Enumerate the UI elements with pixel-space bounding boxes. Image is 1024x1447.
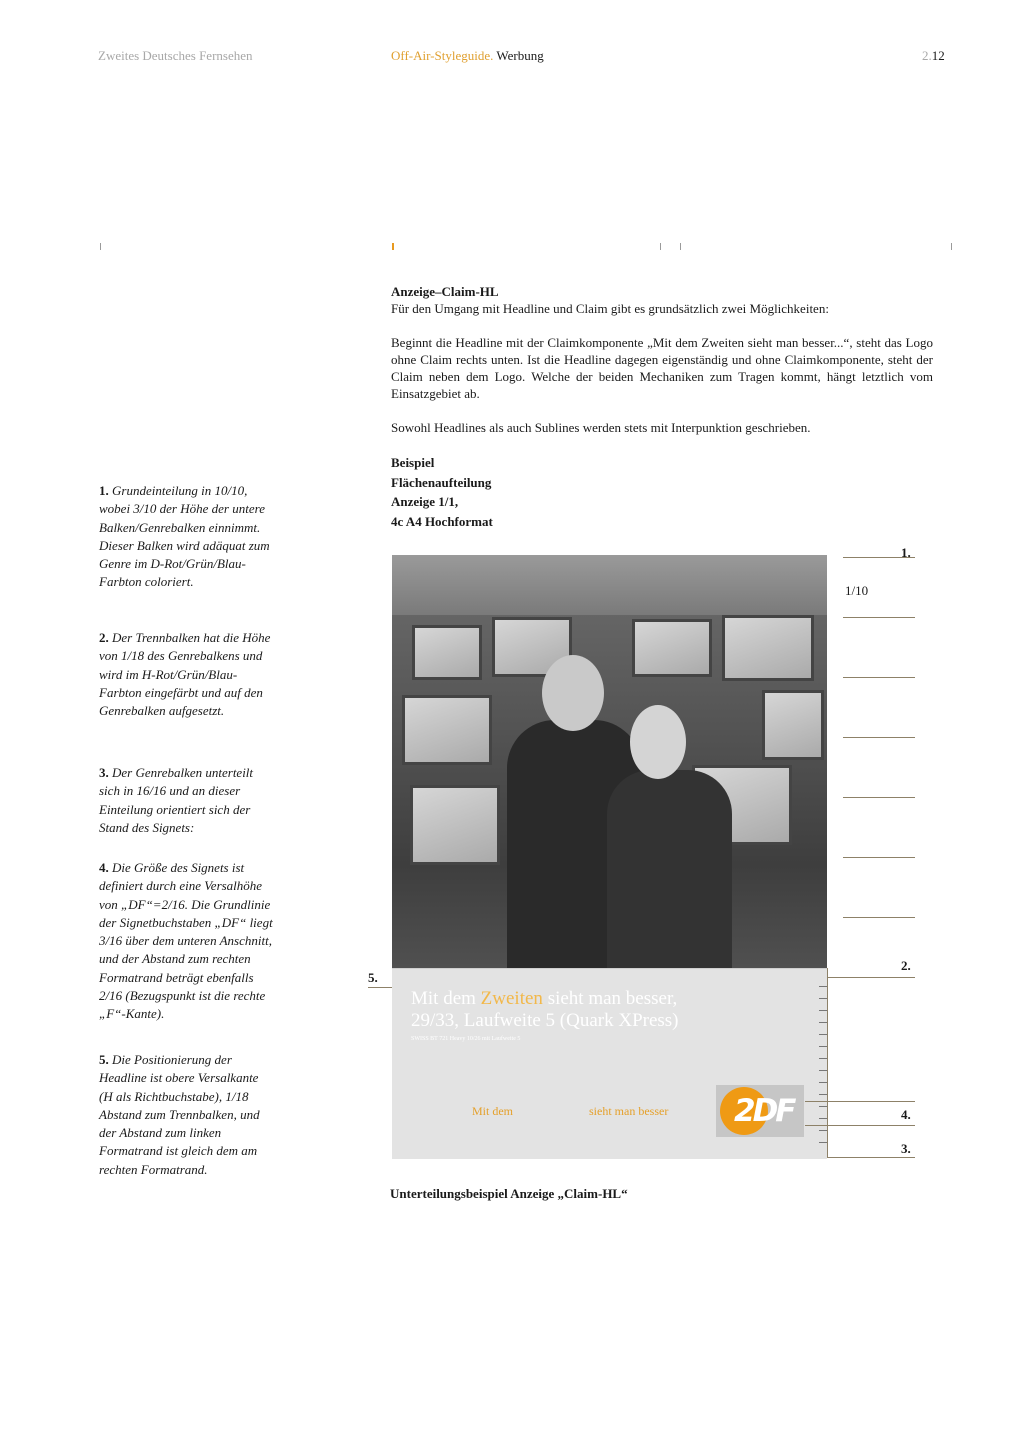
zdf-logo (716, 1085, 804, 1137)
example-heading (391, 453, 933, 531)
page-number (922, 48, 945, 64)
photo-person-woman (607, 770, 732, 968)
photo-screen (762, 690, 824, 760)
ad-headline-part: sieht man besser, (547, 988, 678, 1009)
example-line: Anzeige 1/1, (391, 494, 459, 509)
section-title: Anzeige–Claim-HL (391, 284, 499, 299)
note-4 (99, 859, 274, 1024)
note-text: Die Positionierung der Headline ist obere Versalkante (H als Richtbuchstabe), 1/18 Abstand zum Trennbalken, und der Abstand zum linken Formatrand ist gleich dem am rechten Formatrand. (99, 1052, 260, 1177)
ruler-tick (819, 998, 827, 999)
note-text: Die Größe des Signets ist definiert durch eine Versalhöhe von „DF“=2/16. Die Grundlinie der Signetbuchstaben „DF“ liegt 3/16 über dem unteren Anschnitt, und der Abstand zum rechten Formatrand beträgt ebenfalls 2/16 (Bezugspunkt ist die rechte „F“-Kante). (99, 860, 273, 1022)
ruler-tick (819, 1130, 827, 1131)
claim-part-a: Mit dem (472, 1104, 513, 1118)
marker-1-label: 1/10 (845, 583, 869, 598)
ad-headline (411, 988, 679, 1032)
claim-part-b: sieht man besser (589, 1104, 669, 1118)
column-tick (660, 243, 661, 250)
note-text: Der Genrebalken unterteilt sich in 16/16 und an dieser Einteilung orientiert sich der Stand des Signets: (99, 765, 254, 835)
note-number: 4. (99, 860, 109, 875)
note-number: 5. (99, 1052, 109, 1067)
note-2 (99, 629, 274, 720)
intro-paragraph: Für den Umgang mit Headline und Claim gibt es grundsätzlich zwei Möglichkeiten: (391, 301, 829, 316)
guide-line (843, 917, 915, 918)
ruler-tick (819, 1082, 827, 1083)
body-text (391, 283, 933, 436)
photo-screen (402, 695, 492, 765)
note-text: Grundeinteilung in 10/10, wobei 3/10 der Höhe der untere Balken/Genrebalken einnimmt. Dieser Balken wird adäquat zum Genre im D-Rot/Grün/Blau-Farbton coloriert. (99, 483, 270, 590)
ruler-tick (819, 1022, 827, 1023)
ruler-tick (819, 1046, 827, 1047)
header-org: Zweites Deutsches Fernsehen (98, 48, 253, 63)
photo-screen (632, 619, 712, 677)
photo-face-woman (630, 705, 686, 779)
column-tick (100, 243, 101, 250)
ad-headline-spec: 29/33, Laufweite 5 (Quark XPress) (411, 1010, 679, 1031)
column-tick (680, 243, 681, 250)
ruler-tick (819, 1010, 827, 1011)
column-tick (951, 243, 952, 250)
paragraph-2: Sowohl Headlines als auch Sublines werden stets mit Interpunktion geschrieben. (391, 420, 811, 435)
page-number-minor: 12 (931, 48, 945, 63)
marker-2: 2. (901, 958, 911, 973)
guide-line (843, 617, 915, 618)
ruler-tick (819, 1070, 827, 1071)
note-text: Der Trennbalken hat die Höhe von 1/18 des Genrebalkens und wird im H-Rot/Grün/Blau-Farbton eingefärbt und auf den Genrebalken aufgesetzt. (99, 630, 271, 719)
marker-3: 3. (901, 1141, 911, 1156)
page-number-major: 2. (922, 48, 932, 63)
guide-line (368, 987, 392, 988)
photo-screen (722, 615, 814, 681)
note-5 (99, 1051, 274, 1179)
ruler-tick (819, 1094, 827, 1095)
note-number: 1. (99, 483, 109, 498)
figure-caption: Unterteilungsbeispiel Anzeige „Claim-HL“ (390, 1186, 628, 1201)
ad-photo (392, 555, 827, 968)
ruler-tick (819, 1058, 827, 1059)
guide-line (843, 677, 915, 678)
note-1 (99, 482, 274, 592)
example-line: Flächenaufteilung (391, 474, 492, 490)
photo-ceiling (392, 555, 827, 615)
guide-line (828, 977, 915, 978)
ruler-tick (819, 986, 827, 987)
column-tick-accent (392, 243, 394, 250)
note-3 (99, 764, 274, 837)
photo-screen (410, 785, 500, 865)
ruler-tick (819, 1118, 827, 1119)
guide-line (843, 737, 915, 738)
logo-lettering: 2DF (734, 1093, 794, 1129)
photo-face-man (542, 655, 604, 731)
ad-headline-accent: Zweiten (480, 988, 543, 1009)
ad-typespec: SWISS BT 721 Heavy 10/26 mit Laufweite 5 (411, 1036, 521, 1042)
guide-line (805, 1125, 915, 1126)
marker-1: 1. (901, 545, 911, 560)
guide-line (805, 1101, 915, 1102)
note-number: 3. (99, 765, 109, 780)
guide-line-vertical (827, 968, 828, 1158)
header-section: Werbung (496, 48, 544, 63)
marker-4: 4. (901, 1107, 911, 1122)
paragraph-1: Beginnt die Headline mit der Claimkomponente „Mit dem Zweiten sieht man besser...“, steht das Logo ohne Claim rechts unten. Ist die Headline dagegen eigenständig und ohne Claimkomponente, steht der Claim neben dem Logo. Welche der beiden Mechaniken zum Tragen kommt, hängt letztlich vom Einsatzgebiet ab. (391, 335, 933, 401)
header-guide-title: Off-Air-Styleguide. (391, 48, 494, 63)
ruler-tick (819, 1106, 827, 1107)
example-line: Beispiel (391, 455, 435, 470)
ruler-tick (819, 1142, 827, 1143)
example-line: 4c A4 Hochformat (391, 513, 493, 529)
guide-line (828, 1157, 915, 1158)
ruler-tick (819, 1034, 827, 1035)
photo-screen (412, 625, 482, 680)
note-number: 2. (99, 630, 109, 645)
marker-5: 5. (368, 970, 378, 985)
guide-line (843, 797, 915, 798)
guide-line (843, 857, 915, 858)
ad-headline-part: Mit dem (411, 988, 476, 1009)
header-guide (391, 48, 544, 64)
